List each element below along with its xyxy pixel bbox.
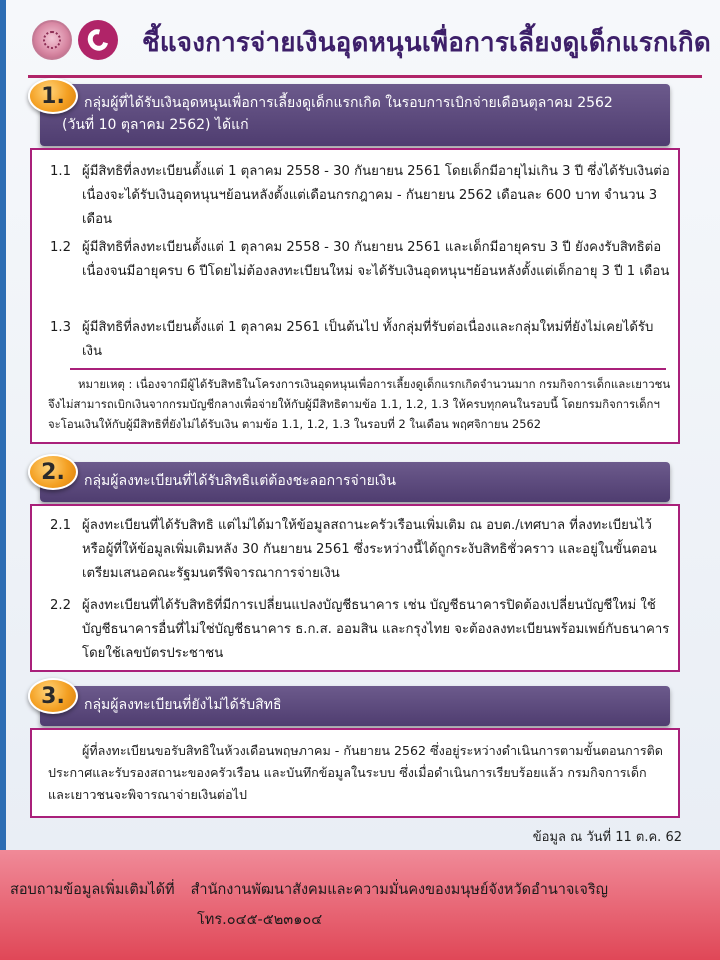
- section-3-text: ผู้ที่ลงทะเบียนขอรับสิทธิในห้วงเดือนพฤษภาคม - กันยายน 2562 ซึ่งอยู่ระหว่างดำเนินการตามขั้นตอนการติดประกาศและรับรองสถานะของครัวเรือน และบันทึกข้อมูลในระบบ ซึ่งเมื่อดำเนินการเรียบร้อยแล้ว กรมกิจการเด็กและเยาวชนจะพิจารณาจ่ายเงินต่อไป: [48, 743, 663, 802]
- note-divider: [70, 368, 666, 370]
- ministry-seal-icon: [32, 20, 72, 60]
- data-as-of-date: ข้อมูล ณ วันที่ 11 ต.ค. 62: [532, 830, 682, 845]
- item-text: ผู้ลงทะเบียนที่ได้รับสิทธิ แต่ไม่ได้มาให้ข้อมูลสถานะครัวเรือนเพิ่มเติม ณ อบต./เทศบาล ที่ลงทะเบียนไว้ หรือผู้ที่ให้ข้อมูลเพิ่มเติมหลัง 30 กันยายน 2561 ซึ่งระหว่างนี้ได้ถูกระงับสิทธิชั่วคราว และอยู่ในขั้นตอนเตรียมเสนอคณะรัฐมนตรีพิจารณาการจ่ายเงิน: [82, 518, 657, 581]
- item-number: 1.1: [50, 164, 71, 179]
- section-1-note: หมายเหตุ : เนื่องจากมีผู้ได้รับสิทธิในโครงการเงินอุดหนุนเพื่อการเลี้ยงดูเด็กแรกเกิดจำนวนมาก กรมกิจการเด็กและเยาวชนจึงไม่สามารถเบิกเงินจากกรมบัญชีกลางเพื่อจ่ายให้กับผู้มีสิทธิตามข้อ 1.1, 1.2, 1.3 ให้ครบทุกคนในรอบนี้ โดยกรมกิจการเด็กฯจะโอนเงินให้กับผู้มีสิทธิที่ยังไม่ได้รับเงิน ตามข้อ 1.1, 1.2, 1.3 ในรอบที่ 2 ในเดือน พฤศจิกายน 2562: [48, 377, 671, 431]
- section-3-badge: 3.: [28, 678, 78, 714]
- list-item: [50, 514, 670, 586]
- section-1-badge: 1.: [28, 78, 78, 114]
- section-1-title-line2: (วันที่ 10 ตุลาคม 2562) ได้แก่: [62, 117, 249, 133]
- item-text: ผู้มีสิทธิที่ลงทะเบียนตั้งแต่ 1 ตุลาคม 2558 - 30 กันยายน 2561 และเด็กมีอายุครบ 3 ปี ยังคงรับสิทธิต่อเนื่องจนมีอายุครบ 6 ปีโดยไม่ต้องลงทะเบียนใหม่ จะได้รับเงินอุดหนุนฯย้อนหลังตั้งแต่เด็กอายุ 3 ปี 1 เดือน: [82, 240, 670, 279]
- section-3-header: [40, 686, 670, 726]
- section-3-body: [30, 728, 680, 818]
- item-text: ผู้มีสิทธิที่ลงทะเบียนตั้งแต่ 1 ตุลาคม 2561 เป็นต้นไป ทั้งกลุ่มที่รับต่อเนื่องและกลุ่มใหม่ที่ยังไม่เคยได้รับเงิน: [82, 320, 654, 359]
- list-item: [50, 316, 670, 364]
- page-title: ชี้แจงการจ่ายเงินอุดหนุนเพื่อการเลี้ยงดูเด็กแรกเกิด: [142, 28, 711, 58]
- list-item: [50, 236, 670, 284]
- item-number: 1.2: [50, 240, 71, 255]
- item-text: ผู้ลงทะเบียนที่ได้รับสิทธิที่มีการเปลี่ยนแปลงบัญชีธนาคาร เช่น บัญชีธนาคารปิดต้องเปลี่ยนบัญชีใหม่ ใช้บัญชีธนาคารอื่นที่ไม่ใช่บัญชีธนาคาร ธ.ก.ส. ออมสิน และกรุงไทย จะต้องลงทะเบียนพร้อมเพย์กับธนาคารโดยใช้เลขบัตรประชาชน: [82, 598, 670, 661]
- item-text: ผู้มีสิทธิที่ลงทะเบียนตั้งแต่ 1 ตุลาคม 2558 - 30 กันยายน 2561 โดยเด็กมีอายุไม่เกิน 3 ปี ซึ่งได้รับเงินต่อเนื่องจะได้รับเงินอุดหนุนฯย้อนหลังตั้งแต่เดือนกรกฎาคม - กันยายน 2562 เดือนละ 600 บาท จำนวน 3 เดือน: [82, 164, 670, 227]
- section-2-header: [40, 462, 670, 502]
- item-number: 1.3: [50, 320, 71, 335]
- item-number: 2.1: [50, 518, 71, 533]
- section-1-title-line1: กลุ่มผู้ที่ได้รับเงินอุดหนุนเพื่อการเลี้ยงดูเด็กแรกเกิด ในรอบการเบิกจ่ายเดือนตุลาคม 2562: [84, 95, 613, 111]
- section-3-title: กลุ่มผู้ลงทะเบียนที่ยังไม่ได้รับสิทธิ: [84, 697, 282, 713]
- contact-footer: [0, 850, 720, 960]
- inquiry-label: สอบถามข้อมูลเพิ่มเติมได้ที่: [10, 882, 175, 898]
- section-2-body: [30, 504, 680, 672]
- section-1-body: [30, 148, 680, 444]
- section-2-title: กลุ่มผู้ลงทะเบียนที่ได้รับสิทธิแต่ต้องชะลอการจ่ายเงิน: [84, 473, 396, 489]
- office-name: สำนักงานพัฒนาสังคมและความมั่นคงของมนุษย์จังหวัดอำนาจเจริญ: [190, 882, 609, 898]
- header: [14, 12, 711, 70]
- mother-child-logo-icon: [78, 20, 118, 60]
- list-item: [50, 160, 670, 232]
- item-number: 2.2: [50, 598, 71, 613]
- section-2-badge: 2.: [28, 454, 78, 490]
- list-item: [50, 594, 670, 666]
- section-1-header: [40, 84, 670, 146]
- title-divider: [28, 75, 702, 78]
- phone-number: โทร.๐๔๕-๕๒๓๑๐๔: [197, 912, 323, 928]
- contact-line: [10, 878, 608, 901]
